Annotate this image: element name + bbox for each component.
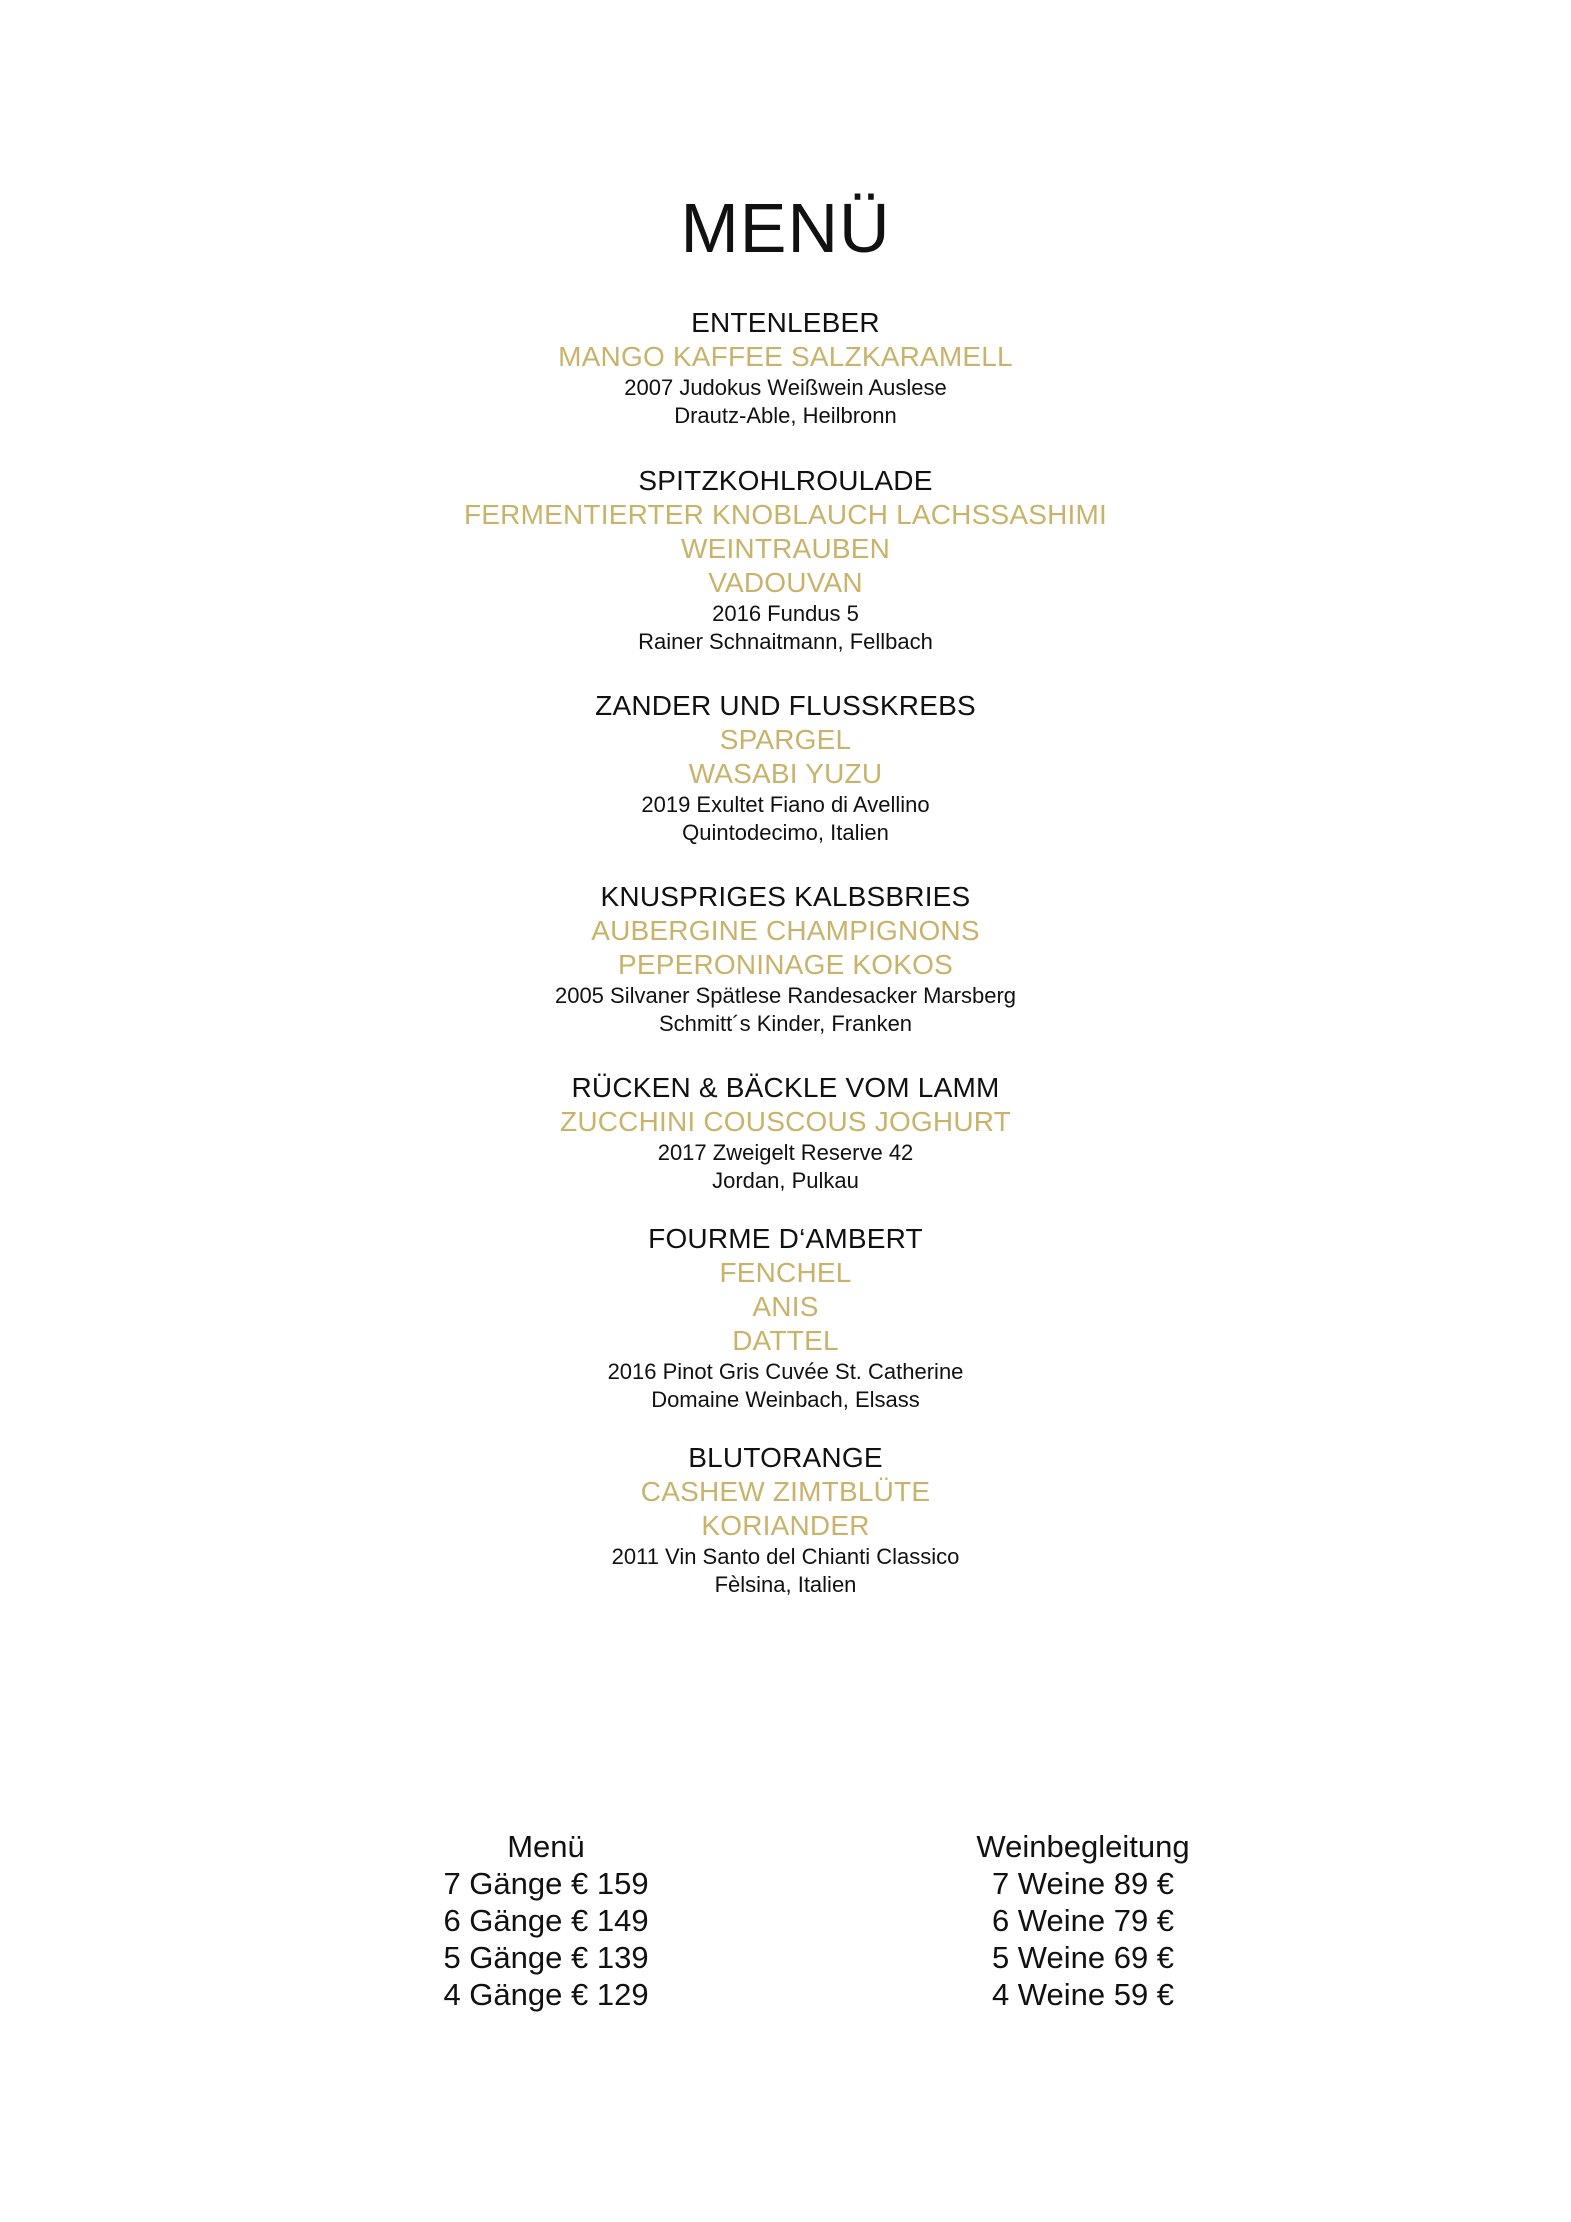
course-wine-producer: Rainer Schnaitmann, Fellbach — [638, 629, 933, 654]
course-dish: ZANDER UND FLUSSKREBS — [595, 690, 976, 721]
course-7 — [0, 1441, 1571, 1599]
course-wine-producer: Schmitt´s Kinder, Franken — [658, 1011, 913, 1036]
course-accompaniment: ANIS — [752, 1291, 819, 1322]
course-wine-name: 2019 Exultet Fiano di Avellino — [641, 792, 930, 817]
course-wine-producer: Drautz-Able, Heilbronn — [674, 403, 897, 428]
course-wine-producer: Domaine Weinbach, Elsass — [651, 1387, 920, 1412]
menu-price-list — [366, 1828, 726, 2013]
course-wine-name: 2016 Pinot Gris Cuvée St. Catherine — [607, 1359, 964, 1384]
wine-pairing-row: 5 Weine 69 € — [991, 1940, 1175, 1975]
course-accompaniment: KORIANDER — [701, 1510, 870, 1541]
course-wine-name: 2016 Fundus 5 — [712, 601, 859, 626]
course-dish: KNUSPRIGES KALBSBRIES — [600, 881, 971, 912]
course-accompaniment: FENCHEL — [719, 1257, 852, 1288]
course-accompaniment: AUBERGINE CHAMPIGNONS — [591, 915, 980, 946]
course-accompaniment: MANGO KAFFEE SALZKARAMELL — [558, 341, 1013, 372]
course-1 — [0, 306, 1571, 430]
course-dish: SPITZKOHLROULADE — [638, 465, 933, 496]
course-wine-producer: Quintodecimo, Italien — [682, 820, 889, 845]
course-accompaniment: ZUCCHINI COUSCOUS JOGHURT — [560, 1106, 1011, 1137]
wine-pairing-row: 6 Weine 79 € — [991, 1903, 1175, 1938]
course-accompaniment: FERMENTIERTER KNOBLAUCH LACHSSASHIMI — [463, 499, 1107, 530]
course-accompaniment: WASABI YUZU — [688, 758, 883, 789]
course-accompaniment: CASHEW ZIMTBLÜTE — [640, 1476, 931, 1507]
course-6 — [0, 1222, 1571, 1414]
course-3 — [0, 689, 1571, 847]
course-dish: ENTENLEBER — [691, 307, 880, 338]
course-wine-name: 2017 Zweigelt Reserve 42 — [657, 1140, 914, 1165]
menu-price-row: 6 Gänge € 149 — [443, 1903, 649, 1938]
wine-pairing-price-list — [903, 1828, 1263, 2013]
course-2 — [0, 464, 1571, 656]
menu-price-row: 7 Gänge € 159 — [443, 1866, 649, 1901]
course-accompaniment: WEINTRAUBEN — [680, 533, 891, 564]
course-wine-producer: Jordan, Pulkau — [712, 1168, 859, 1193]
course-accompaniment: PEPERONINAGE KOKOS — [617, 949, 954, 980]
menu-price-row: 5 Gänge € 139 — [443, 1940, 649, 1975]
menu-price-row: 4 Gänge € 129 — [443, 1977, 649, 2012]
course-wine-producer: Fèlsina, Italien — [714, 1572, 857, 1597]
wine-pairing-row: 7 Weine 89 € — [991, 1866, 1175, 1901]
menu-title: MENÜ — [680, 189, 891, 267]
course-dish: FOURME D‘AMBERT — [648, 1223, 923, 1254]
course-5 — [0, 1071, 1571, 1195]
wine-pairing-heading: Weinbegleitung — [976, 1829, 1190, 1864]
course-4 — [0, 880, 1571, 1038]
course-accompaniment: DATTEL — [732, 1325, 839, 1356]
wine-pairing-row: 4 Weine 59 € — [991, 1977, 1175, 2012]
course-wine-name: 2007 Judokus Weißwein Auslese — [624, 375, 947, 400]
course-accompaniment: VADOUVAN — [708, 567, 863, 598]
course-accompaniment: SPARGEL — [719, 724, 852, 755]
course-dish: BLUTORANGE — [688, 1442, 883, 1473]
course-wine-name: 2005 Silvaner Spätlese Randesacker Marsberg — [554, 983, 1017, 1008]
menu-price-heading: Menü — [507, 1829, 585, 1864]
course-dish: RÜCKEN & BÄCKLE VOM LAMM — [571, 1072, 1000, 1103]
course-wine-name: 2011 Vin Santo del Chianti Classico — [611, 1544, 960, 1569]
